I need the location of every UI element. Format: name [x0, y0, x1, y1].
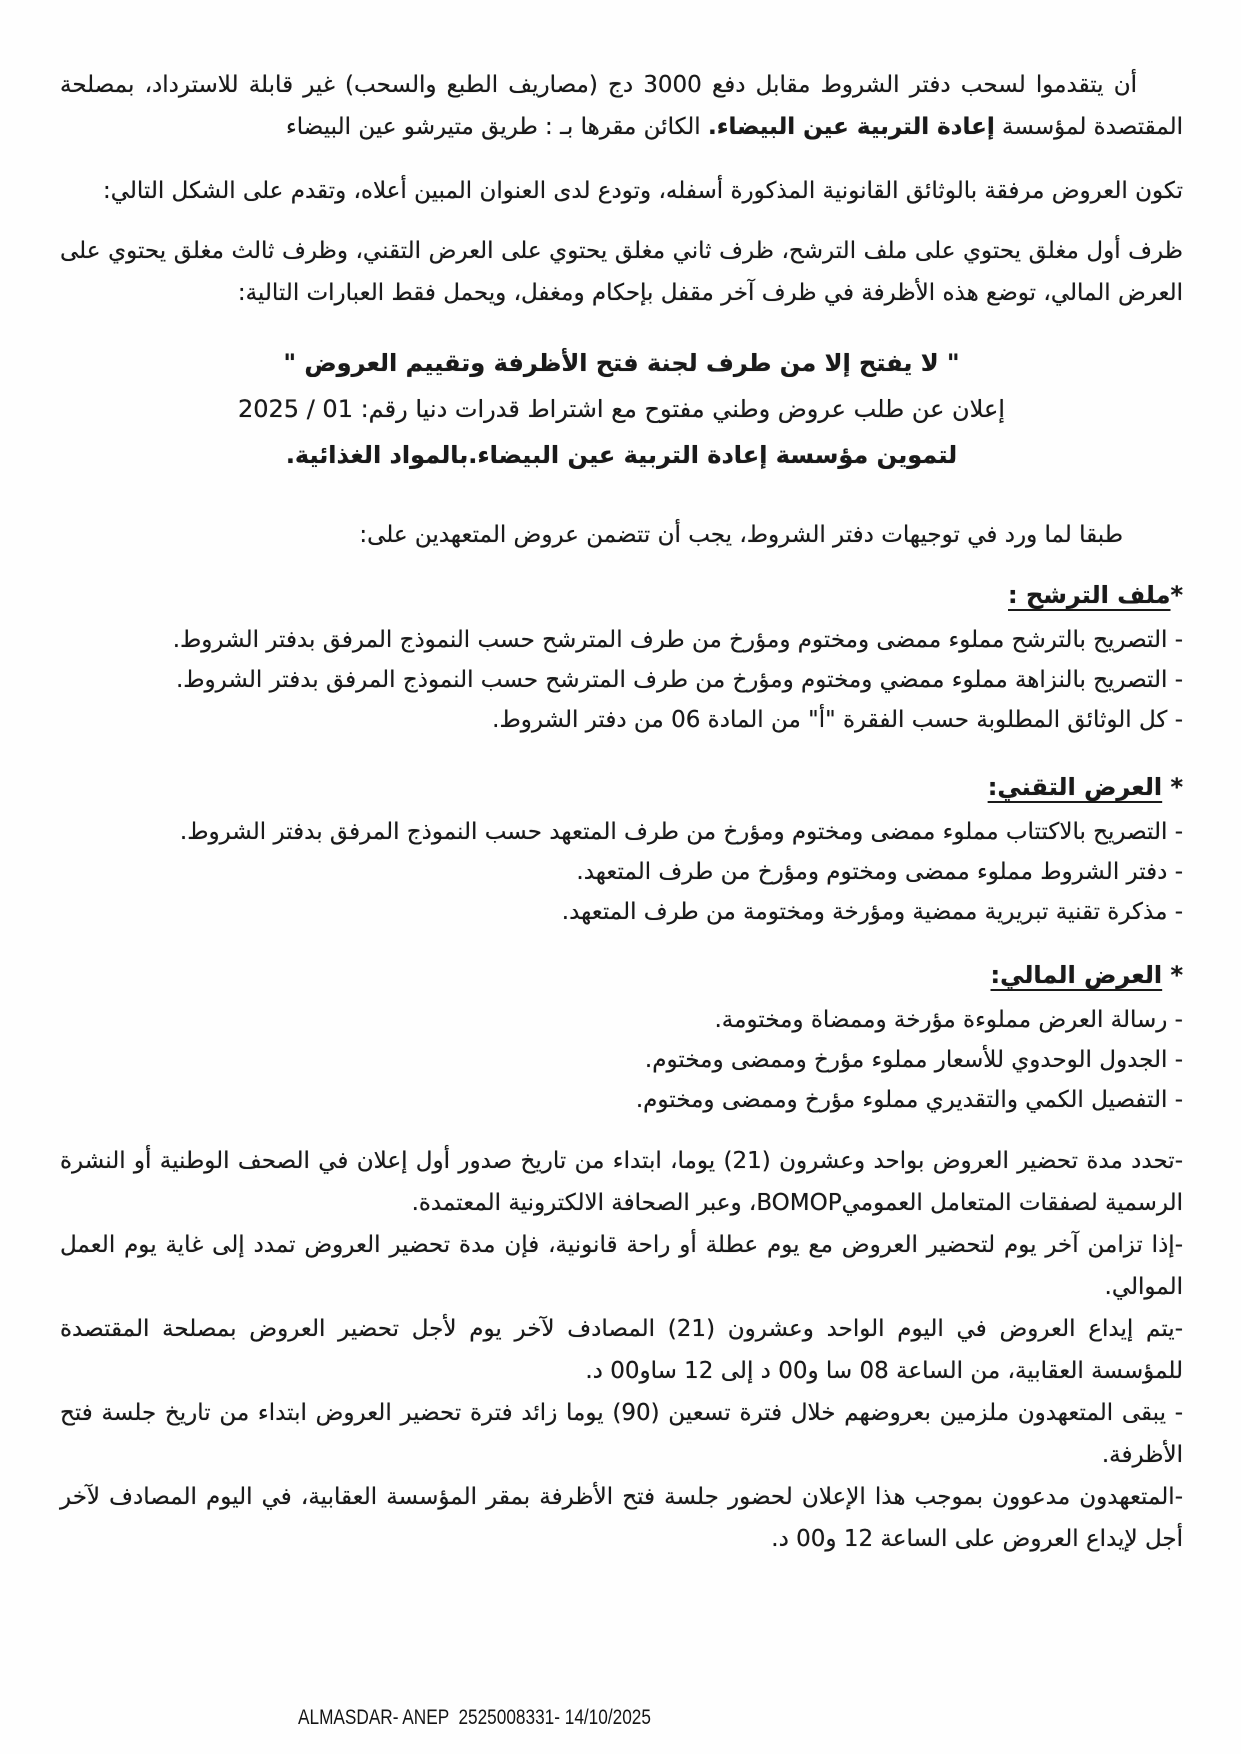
list-item-terms-booklet: - دفتر الشروط مملوء ممضى ومختوم ومؤرخ من طرف المتعهد.	[576, 859, 1183, 885]
paragraph-offers-documents: تكون العروض مرفقة بالوثائق القانونية المذكورة أسفله، وتودع لدى العنوان المبين أعلاه، وتقدم على الشكل التالي:	[102, 178, 1183, 204]
list-item-offer-letter: - رسالة العرض مملوءة مؤرخة وممضاة ومختومة.	[714, 1007, 1183, 1033]
list-item-unit-price-table: - الجدول الوحدوي للأسعار مملوء مؤرخ وممضى ومختوم.	[644, 1047, 1183, 1073]
paragraph-envelopes-structure: ظرف أول مغلق يحتوي على ملف الترشح، ظرف ثاني مغلق يحتوي على العرض التقني، وظرف ثالث مغلق يحتوي على العرض المالي، توضع هذه الأظرفة في ظرف آخر مقفل بإحكام ومغفل، ويحمل فقط العبارات التالية:	[60, 238, 1183, 306]
section-candidacy-file	[60, 574, 1183, 740]
tender-announcement-line: إعلان عن طلب عروض وطني مفتوح مع اشتراط قدرات دنيا رقم: 01 / 2025	[238, 395, 1005, 423]
paragraph-offer-validity: - يبقى المتعهدون ملزمين بعروضهم خلال فترة تسعين (90) يوما زائد فترة تحضير العروض ابتداء من تاريخ جلسة فتح الأظرفة.	[60, 1400, 1184, 1468]
paragraph-opening-session-invite: -المتعهدون مدعوون بموجب هذا الإعلان لحضور جلسة فتح الأظرفة بمقر المؤسسة العقابية، في اليوم المصادف لآخر أجل لإيداع العروض على الساعة 12 و00 د.	[60, 1484, 1183, 1552]
list-item-quantitative-detail: - التفصيل الكمي والتقديري مملوء مؤرخ وممضى ومختوم.	[635, 1087, 1183, 1113]
closing-terms	[60, 1140, 1183, 1560]
paragraph-preparation-period: -تحدد مدة تحضير العروض بواحد وعشرون (21) يوما، ابتداء من تاريخ صدور أول إعلان في الصحف الوطنية أو النشرة الرسمية لصفقات المتعامل العموميBOMOP، وعبر الصحافة الالكترونية المعتمدة.	[60, 1148, 1183, 1216]
fee-withdrawal-text: أن يتقدموا لسحب دفتر الشروط مقابل دفع 3000 دج (مصاريف الطبع والسحب) غير قابلة للاسترداد، بمصلحة المقتصدة لمؤسسة	[60, 72, 1183, 140]
envelope-open-only-quote: " لا يفتح إلا من طرف لجنة فتح الأظرفة وتقييم العروض "	[283, 349, 960, 377]
heading-technical-offer-text: العرض التقني:	[987, 773, 1163, 801]
heading-technical-offer	[60, 766, 1183, 808]
section-financial-offer	[60, 954, 1183, 1120]
asterisk-marker: *	[1170, 581, 1183, 609]
paragraph-fee-withdrawal	[60, 64, 1183, 148]
paragraph-requirements-intro: طبقا لما ورد في توجيهات دفتر الشروط، يجب أن تتضمن عروض المتعهدين على:	[359, 522, 1123, 548]
heading-candidacy-file	[60, 574, 1183, 616]
list-item-declaration-integrity: - التصريح بالنزاهة مملوء ممضي ومختوم ومؤرخ من طرف المترشح حسب النموذج المرفق بدفتر الشروط.	[175, 667, 1183, 693]
asterisk-marker: *	[1162, 961, 1183, 989]
section-technical-offer	[60, 766, 1183, 932]
paragraph-holiday-extension: -إذا تزامن آخر يوم لتحضير العروض مع يوم عطلة أو راحة قانونية، فإن مدة تحضير العروض تمدد إلى غاية يوم العمل الموالي.	[60, 1232, 1183, 1300]
financial-offer-list	[60, 1000, 1183, 1120]
tender-purpose-line: لتموين مؤسسة إعادة التربية عين البيضاء.بالمواد الغذائية.	[285, 441, 958, 469]
technical-offer-list	[60, 812, 1183, 932]
asterisk-marker: *	[1162, 773, 1183, 801]
envelope-inscription-block	[60, 340, 1183, 478]
anep-reference-footer: ALMASDAR- ANEP 2525008331- 14/10/2025	[298, 1706, 651, 1729]
institution-address: الكائن مقرها بـ : طريق متيرشو عين البيضاء	[285, 114, 708, 140]
list-item-subscription-declaration: - التصريح بالاكتتاب مملوء ممضى ومختوم ومؤرخ من طرف المتعهد حسب النموذج المرفق بدفتر الشروط.	[179, 819, 1183, 845]
institution-name: إعادة التربية عين البيضاء.	[708, 114, 995, 140]
list-item-required-documents: - كل الوثائق المطلوبة حسب الفقرة "أ" من المادة 06 من دفتر الشروط.	[492, 707, 1183, 733]
paragraph-deposit-day: -يتم إيداع العروض في اليوم الواحد وعشرون (21) المصادف لآخر يوم لأجل تحضير العروض بمصلحة المقتصدة للمؤسسة العقابية، من الساعة 08 سا و00 د إلى 12 ساو00 د.	[60, 1316, 1183, 1384]
candidacy-file-list	[60, 620, 1183, 740]
list-item-declaration-candidacy: - التصريح بالترشح مملوء ممضى ومختوم ومؤرخ من طرف المترشح حسب النموذج المرفق بدفتر الشروط.	[172, 627, 1183, 653]
heading-financial-offer-text: العرض المالي:	[990, 961, 1163, 989]
list-item-technical-memo: - مذكرة تقنية تبريرية ممضية ومؤرخة ومختومة من طرف المتعهد.	[561, 899, 1183, 925]
heading-candidacy-file-text: ملف الترشح :	[1008, 581, 1171, 609]
heading-financial-offer	[60, 954, 1183, 996]
